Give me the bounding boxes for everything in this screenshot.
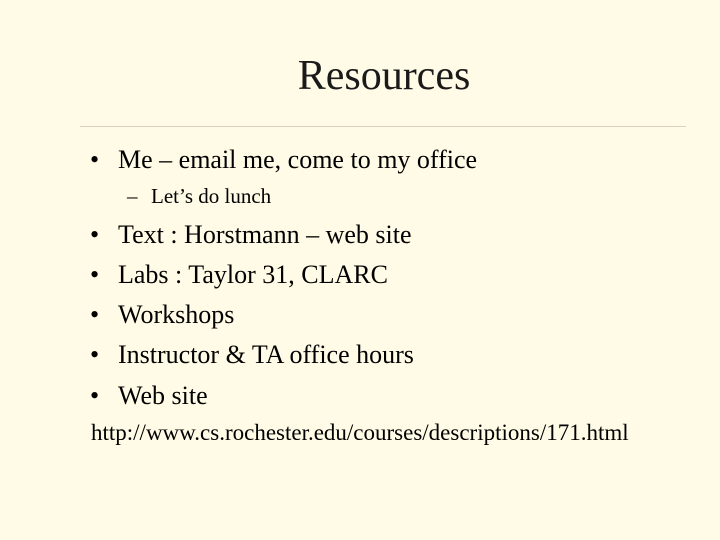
sub-bullet-marker: – xyxy=(127,184,138,208)
bullet-text: Labs : Taylor 31, CLARC xyxy=(118,260,388,289)
sub-bullet-item xyxy=(127,182,271,210)
bullet-marker: • xyxy=(90,220,100,249)
course-url: http://www.cs.rochester.edu/courses/descriptions/171.html xyxy=(91,420,629,445)
bullet-text: Workshops xyxy=(118,300,235,329)
bullet-text: Web site xyxy=(118,381,208,410)
bullet-item xyxy=(90,219,412,251)
bullet-marker: • xyxy=(90,381,100,410)
bullet-item xyxy=(90,299,234,331)
bullet-marker: • xyxy=(90,145,100,174)
slide-title: Resources xyxy=(297,53,471,99)
bullet-text: Me – email me, come to my office xyxy=(118,145,478,174)
bullet-text: Text : Horstmann – web site xyxy=(118,220,412,249)
bullet-item xyxy=(90,380,208,412)
bullet-item xyxy=(90,144,477,176)
bullet-marker: • xyxy=(90,300,100,329)
bullet-marker: • xyxy=(90,340,100,369)
bullet-text: Instructor & TA office hours xyxy=(118,340,414,369)
bullet-item xyxy=(90,259,388,291)
sub-bullet-text: Let’s do lunch xyxy=(151,184,272,208)
bullet-marker: • xyxy=(90,260,100,289)
title-divider xyxy=(80,126,686,127)
bullet-item xyxy=(90,339,414,371)
